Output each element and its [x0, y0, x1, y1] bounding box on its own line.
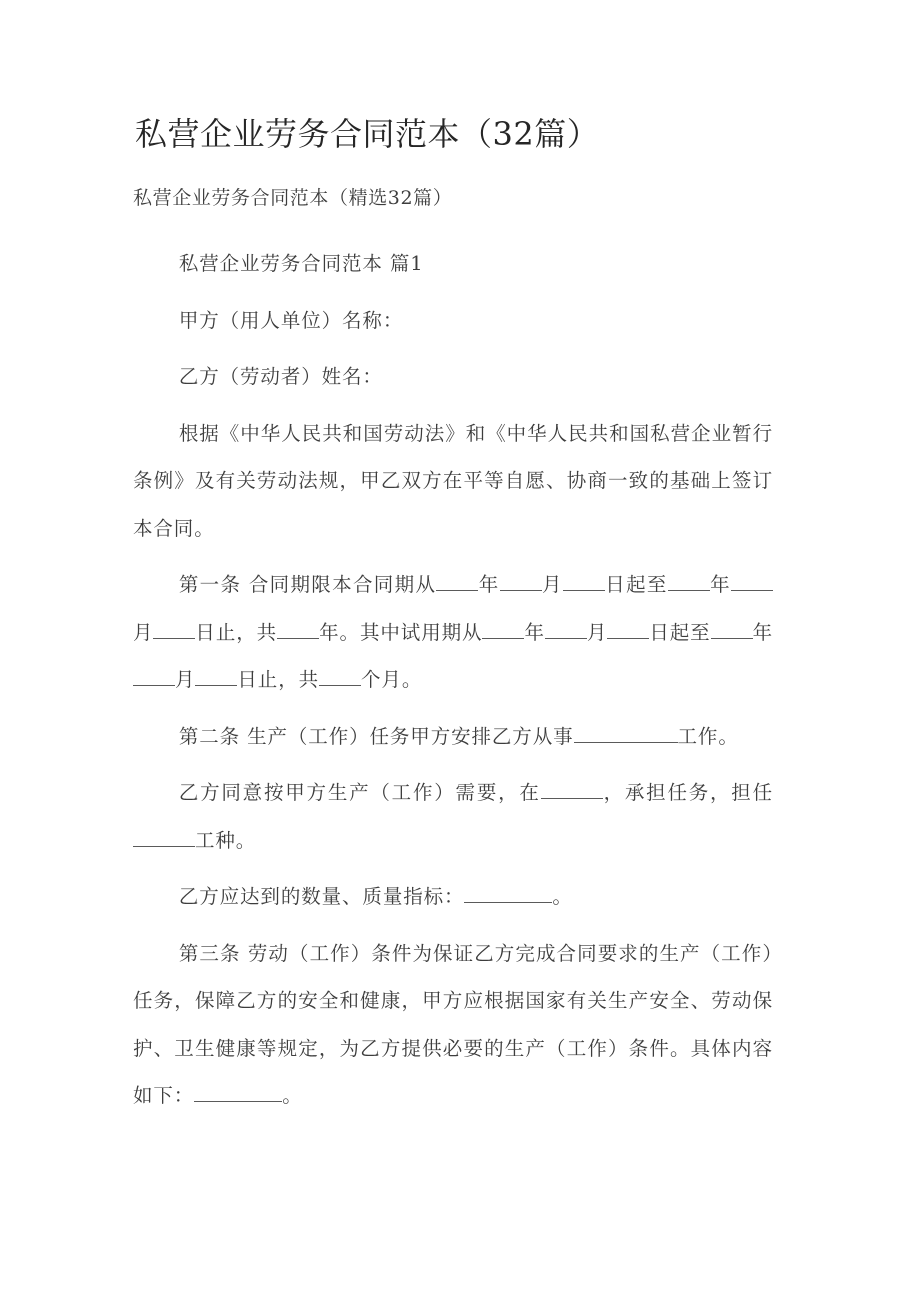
blank-end-day	[153, 619, 195, 639]
blank-job-type	[133, 827, 195, 847]
blank-trial-end-year	[711, 619, 753, 639]
unit-day-2: 日止，共	[195, 620, 278, 644]
blank-end-year	[668, 571, 710, 591]
article-two-location-paragraph	[133, 769, 773, 864]
unit-year-2: 年	[709, 573, 732, 596]
article-three-tail-text: 。	[282, 1084, 303, 1107]
unit-day-4: 日止，共	[237, 668, 320, 691]
blank-trial-start-day	[607, 619, 649, 639]
article-three-text: 第三条 劳动（工作）条件为保证乙方完成合同要求的生产（工作）任务，保障乙方的安全和健康，甲方应根据国家有关生产安全、劳动保护、卫生健康等规定，为乙方提供必要的生产（工作）条件。具体内容如下：	[133, 941, 773, 1107]
unit-year-3: 年	[524, 620, 545, 644]
unit-day-1: 日起至	[604, 573, 668, 596]
article-two-c-tail-text: 。	[552, 885, 573, 908]
document-content	[133, 112, 773, 1120]
unit-year-4: 年	[752, 620, 774, 644]
blank-trial-end-month	[133, 666, 175, 686]
blank-working-conditions-details	[194, 1082, 282, 1102]
unit-total-years: 年。其中试用期从	[319, 620, 483, 644]
article-two-b-lead-text: 乙方同意按甲方生产（工作）需要，在	[178, 781, 541, 804]
article-one-lead-text: 第一条 合同期限本合同期从	[178, 573, 437, 596]
unit-month-1: 月	[541, 573, 563, 596]
blank-trial-months	[319, 666, 361, 686]
page-title: 私营企业劳务合同范本（32篇）	[135, 115, 600, 153]
blank-start-month	[500, 571, 542, 591]
article-two-b-tail-text: 工种。	[195, 828, 257, 852]
unit-year-1: 年	[478, 573, 500, 596]
blank-trial-start-month	[545, 619, 587, 639]
blank-trial-start-year	[482, 619, 524, 639]
unit-month-3: 月	[586, 620, 608, 644]
article-two-tail-text: 工作。	[677, 724, 739, 748]
blank-job-assignment	[574, 723, 678, 743]
blank-quantity-quality-targets	[464, 883, 552, 903]
unit-day-3: 日起至	[649, 620, 711, 644]
article-two-paragraph	[133, 713, 773, 761]
document-subtitle: 私营企业劳务合同范本（精选32篇）	[133, 187, 453, 209]
article-two-b-mid-text: ，承担任务，担任	[602, 781, 773, 804]
blank-end-month	[731, 571, 773, 591]
unit-month-4: 月	[175, 668, 196, 691]
blank-start-year	[436, 571, 478, 591]
blank-trial-end-day	[195, 666, 237, 686]
section-heading: 私营企业劳务合同范本 篇1	[178, 252, 424, 275]
article-three-paragraph	[133, 930, 773, 1120]
unit-month-2: 月	[133, 620, 154, 644]
article-two-targets-paragraph	[133, 873, 773, 921]
blank-start-day	[563, 571, 605, 591]
article-one-paragraph	[133, 561, 773, 704]
article-two-c-lead-text: 乙方应达到的数量、质量指标：	[178, 885, 465, 908]
party-a-line: 甲方（用人单位）名称：	[178, 308, 404, 332]
blank-total-years	[277, 619, 319, 639]
article-two-lead-text: 第二条 生产（工作）任务甲方安排乙方从事	[178, 724, 574, 748]
party-b-line: 乙方（劳动者）姓名：	[178, 365, 383, 388]
blank-work-location	[541, 779, 603, 799]
unit-months: 个月。	[361, 668, 423, 691]
preamble-paragraph: 根据《中华人民共和国劳动法》和《中华人民共和国私营企业暂行条例》及有关劳动法规，甲乙双方在平等自愿、协商一致的基础上签订本合同。	[133, 421, 773, 540]
